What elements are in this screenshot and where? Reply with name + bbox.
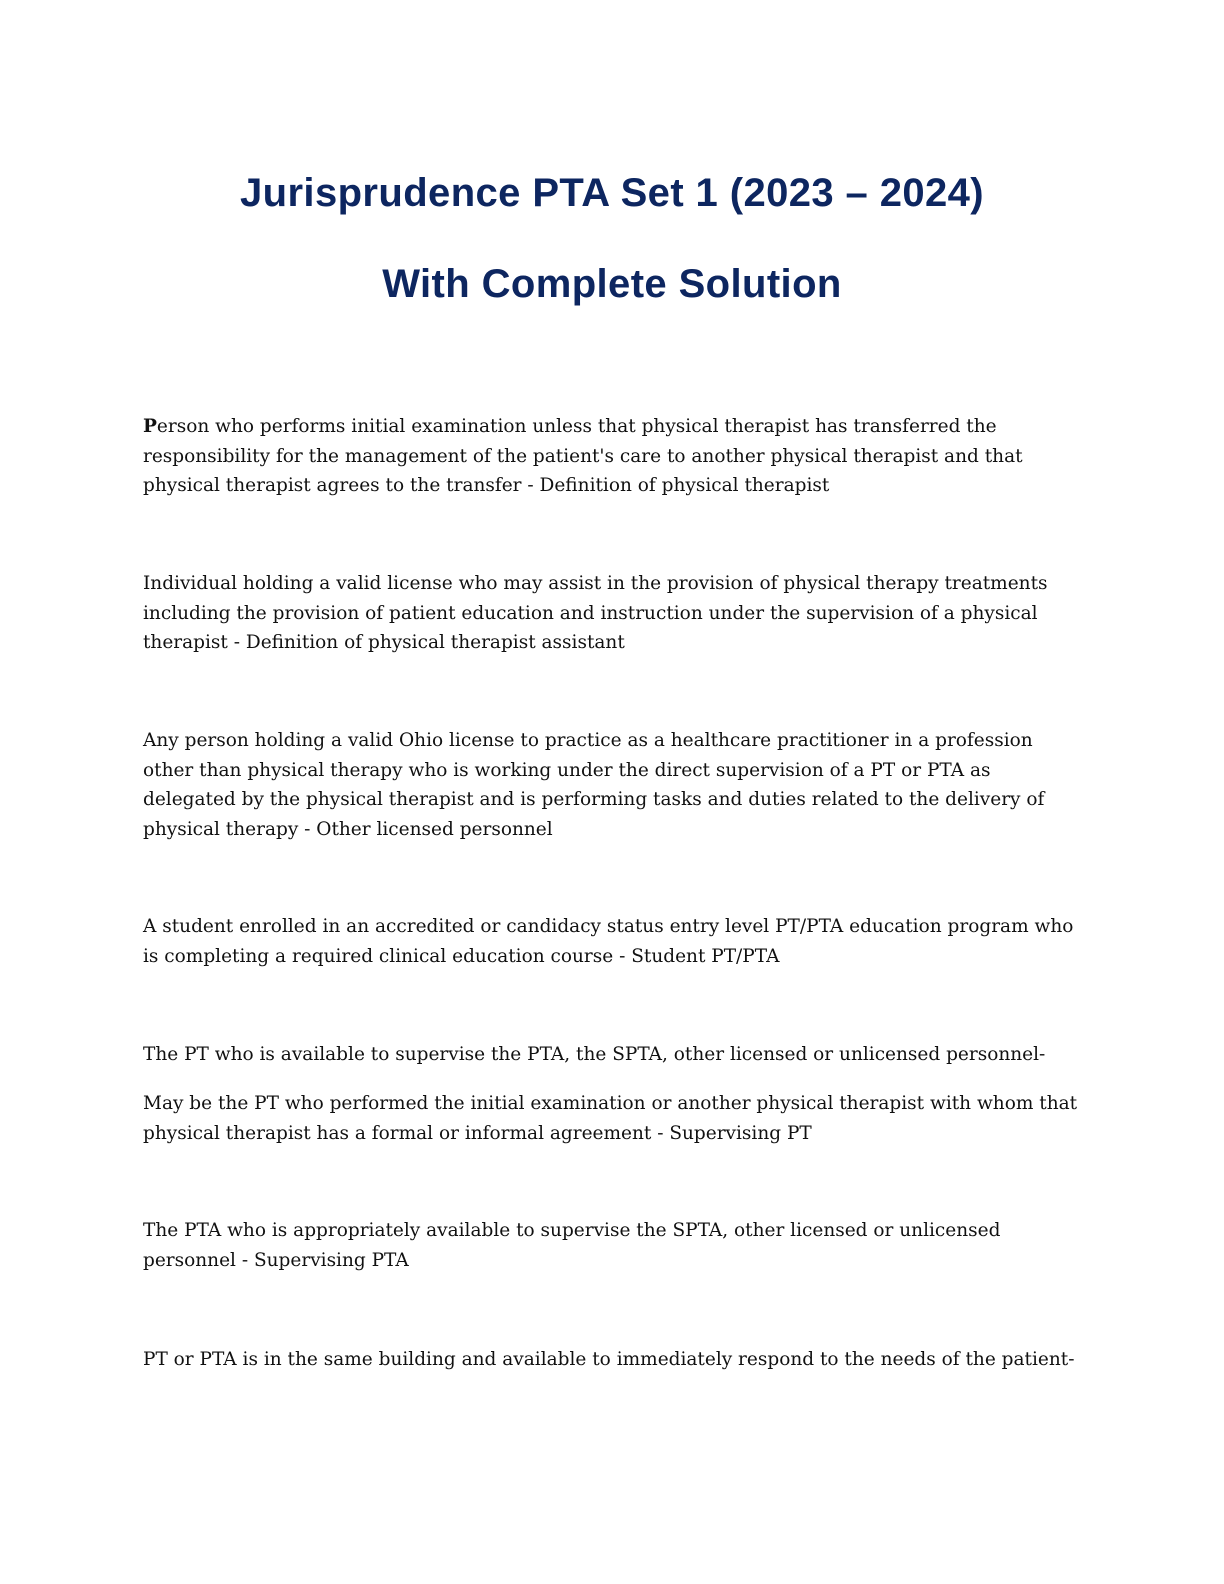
document-title bbox=[0, 148, 1224, 330]
paragraph-definition-physical-therapist bbox=[143, 412, 1083, 501]
paragraph-other-licensed-personnel: Any person holding a valid Ohio license to practice as a healthcare practitioner in a profession other than physical therapy who is working under the direct supervision of a PT or PTA as delegated by the physical therapist and is performing tasks and duties related to the delivery of physical therapy - Other licensed personnel bbox=[143, 730, 1045, 840]
title-line-2: With Complete Solution bbox=[382, 262, 842, 306]
paragraph-student-pt-pta: A student enrolled in an accredited or candidacy status entry level PT/PTA education program who is completing a required clinical education course - Student PT/PTA bbox=[143, 916, 1074, 967]
paragraph-supervising-pta: The PTA who is appropriately available to supervise the SPTA, other licensed or unlicensed personnel - Supervising PTA bbox=[143, 1220, 1001, 1271]
paragraph-definition-pta: Individual holding a valid license who may assist in the provision of physical therapy treatments including the provision of patient education and instruction under the supervision of a physical therapist - Definition of physical therapist assistant bbox=[143, 573, 1048, 653]
paragraph-first-letter: P bbox=[143, 416, 157, 437]
paragraph-supervising-pt: May be the PT who performed the initial examination or another physical therapist with whom that physical therapist has a formal or informal agreement - Supervising PT bbox=[143, 1093, 1078, 1144]
title-line-1: Jurisprudence PTA Set 1 (2023 – 2024) bbox=[239, 171, 985, 215]
paragraph-text: erson who performs initial examination unless that physical therapist has transferred the responsibility for the management of the patient's care to another physical therapist and that physical therapist agrees to the transfer - Definition of physical therapist bbox=[143, 416, 1023, 496]
paragraph-supervising-pt-intro: The PT who is available to supervise the PTA, the SPTA, other licensed or unlicensed personnel- bbox=[143, 1044, 1046, 1065]
paragraph-onsite-supervision: PT or PTA is in the same building and available to immediately respond to the needs of the patient- bbox=[143, 1349, 1075, 1370]
